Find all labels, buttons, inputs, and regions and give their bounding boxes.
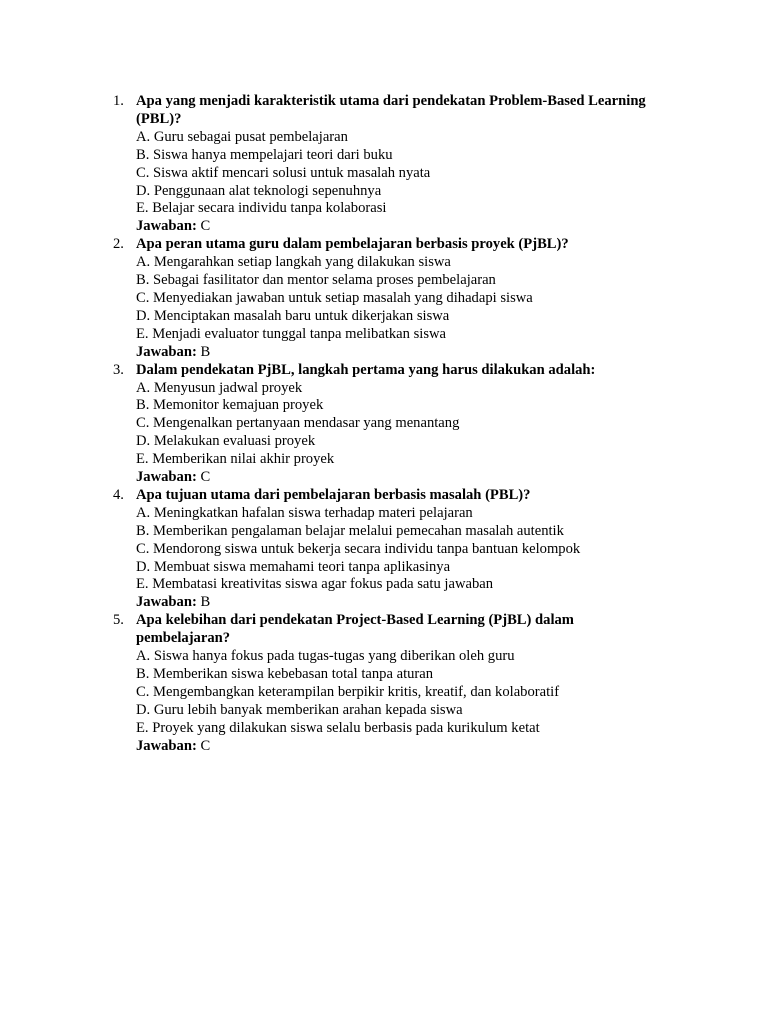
option-b: B. Memberikan pengalaman belajar melalui pemecahan masalah autentik <box>136 522 564 539</box>
option-d: D. Melakukan evaluasi proyek <box>136 433 316 450</box>
option-d: D. Menciptakan masalah baru untuk dikerjakan siswa <box>136 307 450 324</box>
question-text: Apa peran utama guru dalam pembelajaran berbasis proyek (PjBL)? <box>136 236 569 253</box>
question-number: 4. <box>113 486 124 503</box>
answer-label: Jawaban: <box>136 737 197 754</box>
answer-label: Jawaban: <box>136 469 197 486</box>
option-e: E. Membatasi kreativitas siswa agar fokus pada satu jawaban <box>136 576 494 593</box>
option-c: C. Mengenalkan pertanyaan mendasar yang menantang <box>136 415 460 432</box>
question-number: 5. <box>113 612 124 629</box>
question-item-4 <box>108 487 668 612</box>
question-item-3 <box>108 362 668 487</box>
option-a: A. Meningkatkan hafalan siswa terhadap materi pelajaran <box>136 504 473 521</box>
answer-line <box>136 469 668 487</box>
option-c: C. Mengembangkan keterampilan berpikir kritis, kreatif, dan kolaboratif <box>136 683 560 700</box>
question-number: 3. <box>113 361 124 378</box>
option-a: A. Menyusun jadwal proyek <box>136 379 303 396</box>
option-b: B. Memberikan siswa kebebasan total tanpa aturan <box>136 666 434 682</box>
answer-line <box>136 594 668 612</box>
question-number: 1. <box>113 93 124 109</box>
option-c: C. Mendorong siswa untuk bekerja secara individu tanpa bantuan kelompok <box>136 540 581 557</box>
option-b: B. Memonitor kemajuan proyek <box>136 397 324 414</box>
answer-label: Jawaban: <box>136 218 197 235</box>
option-d: D. Guru lebih banyak memberikan arahan kepada siswa <box>136 701 463 718</box>
question-number: 2. <box>113 236 124 253</box>
option-a: A. Guru sebagai pusat pembelajaran <box>136 128 348 145</box>
question-text: Apa yang menjadi karakteristik utama dari pendekatan Problem-Based Learning (PBL)? <box>136 93 646 127</box>
option-e: E. Proyek yang dilakukan siswa selalu berbasis pada kurikulum ketat <box>136 719 540 736</box>
answer-label: Jawaban: <box>136 343 197 360</box>
option-a: A. Siswa hanya fokus pada tugas-tugas yang diberikan oleh guru <box>136 648 515 665</box>
question-text: Apa tujuan utama dari pembelajaran berbasis masalah (PBL)? <box>136 486 531 503</box>
question-item-1 <box>108 93 668 236</box>
answer-line <box>136 218 668 236</box>
question-item-5 <box>108 612 668 755</box>
option-d: D. Penggunaan alat teknologi sepenuhnya <box>136 182 382 199</box>
option-b: B. Siswa hanya mempelajari teori dari buku <box>136 146 393 163</box>
option-e: E. Belajar secara individu tanpa kolaborasi <box>136 200 387 217</box>
option-e: E. Memberikan nilai akhir proyek <box>136 451 335 468</box>
option-d: D. Membuat siswa memahami teori tanpa aplikasinya <box>136 558 451 575</box>
question-list <box>108 93 668 756</box>
answer-line <box>136 344 668 362</box>
answer-value: C <box>196 737 211 754</box>
question-item-2 <box>108 236 668 361</box>
question-text: Apa kelebihan dari pendekatan Project-Based Learning (PjBL) dalam pembelajaran? <box>136 612 574 647</box>
answer-value: C <box>196 469 211 486</box>
option-b: B. Sebagai fasilitator dan mentor selama proses pembelajaran <box>136 272 496 289</box>
answer-line <box>136 738 668 756</box>
answer-value: B <box>196 343 211 360</box>
answer-value: C <box>196 218 211 235</box>
option-a: A. Mengarahkan setiap langkah yang dilakukan siswa <box>136 254 451 271</box>
option-c: C. Menyediakan jawaban untuk setiap masalah yang dihadapi siswa <box>136 289 533 306</box>
option-e: E. Menjadi evaluator tunggal tanpa melibatkan siswa <box>136 325 447 342</box>
answer-label: Jawaban: <box>136 594 197 611</box>
option-c: C. Siswa aktif mencari solusi untuk masalah nyata <box>136 164 431 181</box>
question-text: Dalam pendekatan PjBL, langkah pertama yang harus dilakukan adalah: <box>136 361 596 378</box>
answer-value: B <box>196 594 211 611</box>
